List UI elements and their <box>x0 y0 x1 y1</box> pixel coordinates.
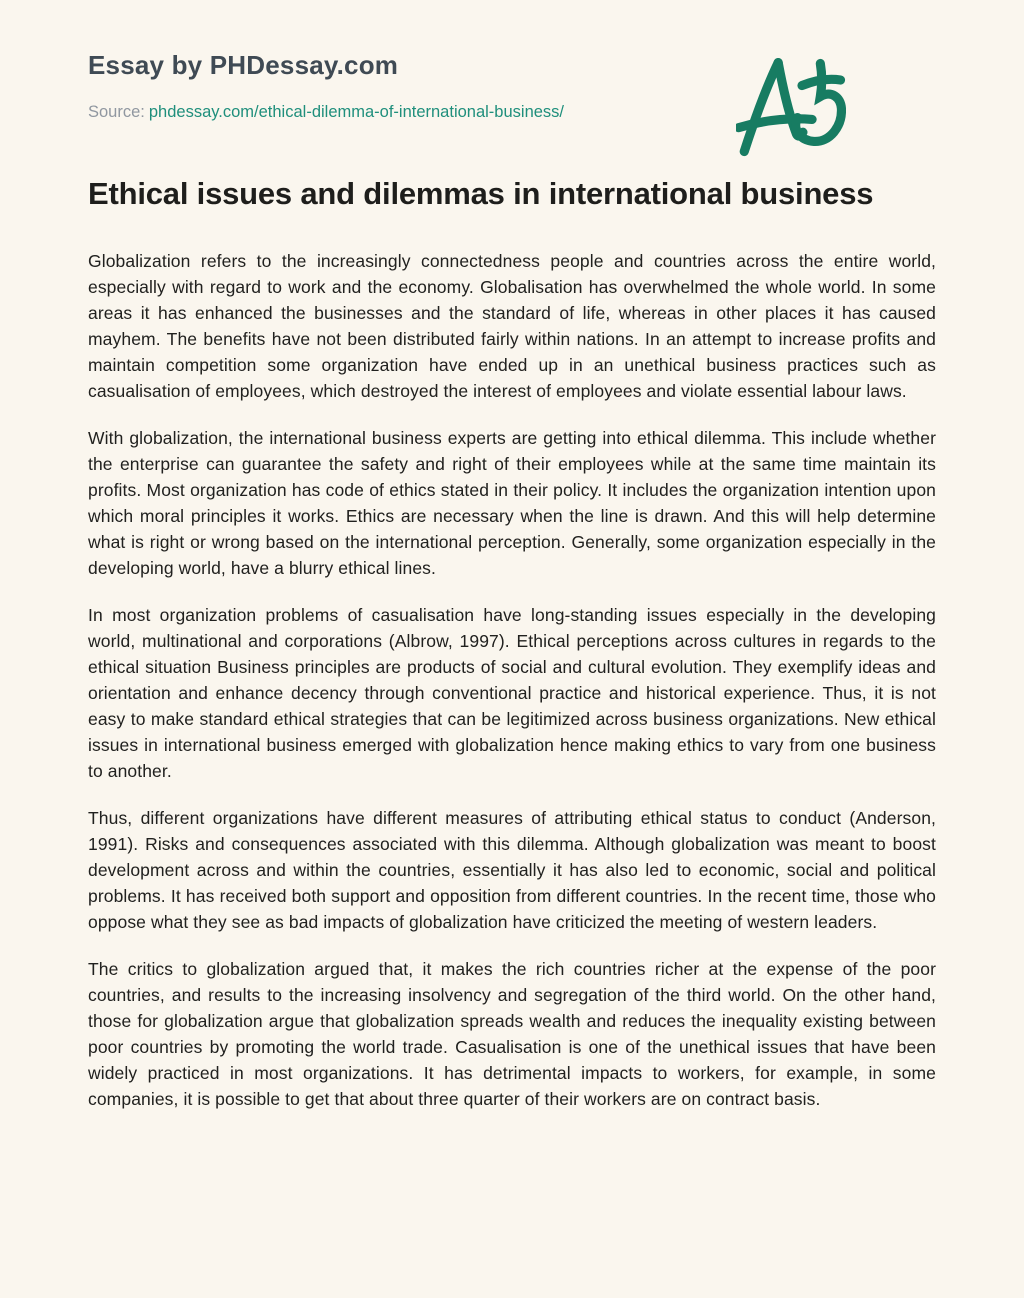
essay-body <box>88 248 936 1112</box>
page-header <box>88 0 936 123</box>
paragraph-4: Thus, different organizations have different measures of attributing ethical status to conduct (Anderson, 1991). Risks and consequences associated with this dilemma. Although globalization was meant to boost development across and within the countries, essentially it has also led to economic, social and political problems. It has received both support and opposition from different countries. In the recent time, those who oppose what they see as bad impacts of globalization have criticized the meeting of western leaders. <box>88 807 936 932</box>
paragraph-3: In most organization problems of casualisation have long-standing issues especially in the developing world, multinational and corporations (Albrow, 1997). Ethical perceptions across cultures in regards to the ethical situation Business principles are products of social and cultural evolution. They exemplify ideas and orientation and enhance decency through conventional practice and historical experience. Thus, it is not easy to make standard ethical strategies that can be legitimized across business organizations. New ethical issues in international business emerged with globalization hence making ethics to vary from one business to another. <box>88 604 936 781</box>
byline: Essay by PHDessay.com <box>88 50 399 80</box>
source-link[interactable]: phdessay.com/ethical-dilemma-of-international-business/ <box>148 103 565 122</box>
paragraph-5: The critics to globalization argued that, it makes the rich countries richer at the expense of the poor countries, and results to the increasing insolvency and segregation of the third world. On the other hand, those for globalization argue that globalization spreads wealth and reduces the inequality existing between poor countries by promoting the world trade. Casualisation is one of the unethical issues that have been widely practiced in most organizations. It has detrimental impacts to workers, for example, in some companies, it is possible to get that about three quarter of their workers are on contract basis. <box>88 958 936 1109</box>
source-label: Source: <box>88 103 145 122</box>
a-plus-logo-icon <box>736 44 846 160</box>
paragraph-1: Globalization refers to the increasingly connectedness people and countries across the entire world, especially with regard to work and the economy. Globalisation has overwhelmed the whole world. In some areas it has enhanced the businesses and the standard of life, whereas in other places it has caused mayhem. The benefits have not been distributed fairly within nations. In an attempt to increase profits and maintain competition some organization have ended up in an unethical business practices such as casualisation of employees, which destroyed the interest of employees and violate essential labour laws. <box>88 250 936 401</box>
paragraph-2: With globalization, the international business experts are getting into ethical dilemma. This include whether the enterprise can guarantee the safety and right of their employees while at the same time maintain its profits. Most organization has code of ethics stated in their policy. It includes the organization intention upon which moral principles it works. Ethics are necessary when the line is drawn. And this will help determine what is right or wrong based on the international perception. Generally, some organization especially in the developing world, have a blurry ethical lines. <box>88 427 936 578</box>
bottom-clip-overlay <box>0 1253 1024 1298</box>
page-title: Ethical issues and dilemmas in international business <box>88 175 874 211</box>
